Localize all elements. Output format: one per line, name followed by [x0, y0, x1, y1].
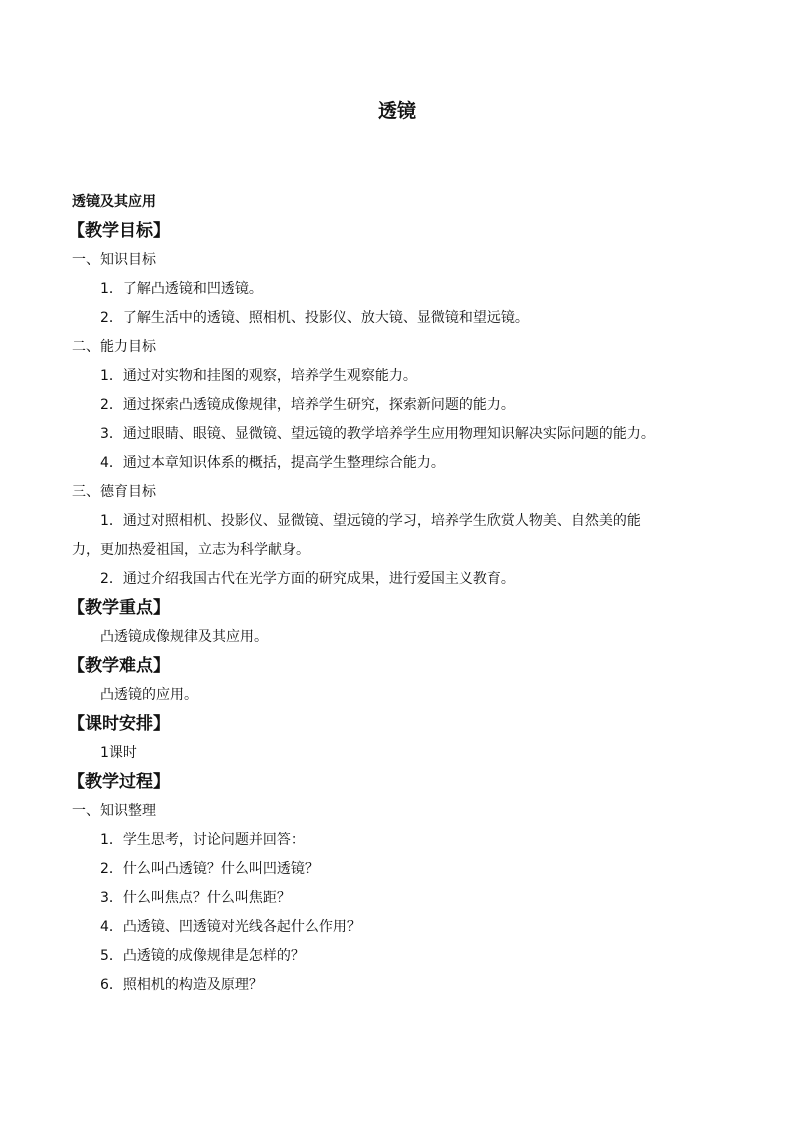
list-item: 2．通过探索凸透镜成像规律，培养学生研究，探索新问题的能力。 [100, 397, 515, 413]
moral-goals-heading: 三、德育目标 [72, 484, 156, 500]
list-item: 4．通过本章知识体系的概括，提高学生整理综合能力。 [100, 455, 445, 471]
schedule-text: 1课时 [100, 745, 137, 761]
key-points-text: 凸透镜成像规律及其应用。 [100, 629, 268, 645]
list-item: 6．照相机的构造及原理？ [100, 977, 263, 993]
ability-goals-heading: 二、能力目标 [72, 339, 156, 355]
document-subtitle: 透镜及其应用 [72, 194, 156, 210]
section-heading-key-points: 【教学重点】 [68, 598, 170, 618]
list-item: 3．什么叫焦点？什么叫焦距？ [100, 890, 291, 906]
list-item-continuation: 力，更加热爱祖国，立志为科学献身。 [72, 542, 310, 558]
list-item: 2．什么叫凸透镜？什么叫凹透镜？ [100, 861, 319, 877]
list-item: 1．学生思考，讨论问题并回答： [100, 832, 305, 848]
list-item: 1．通过对实物和挂图的观察，培养学生观察能力。 [100, 368, 417, 384]
list-item: 4．凸透镜、凹透镜对光线各起什么作用？ [100, 919, 361, 935]
list-item: 1．通过对照相机、投影仪、显微镜、望远镜的学习，培养学生欣赏人物美、自然美的能 [100, 513, 641, 529]
section-heading-schedule: 【课时安排】 [68, 714, 170, 734]
knowledge-goals-heading: 一、知识目标 [72, 252, 156, 268]
list-item: 5．凸透镜的成像规律是怎样的？ [100, 948, 305, 964]
document-title: 透镜 [377, 100, 416, 122]
list-item: 1．了解凸透镜和凹透镜。 [100, 281, 263, 297]
section-heading-goals: 【教学目标】 [68, 221, 170, 241]
list-item: 2．了解生活中的透镜、照相机、投影仪、放大镜、显微镜和望远镜。 [100, 310, 529, 326]
document-body [68, 188, 732, 1000]
section-heading-process: 【教学过程】 [68, 772, 170, 792]
process-section-heading: 一、知识整理 [72, 803, 156, 819]
list-item: 2．通过介绍我国古代在光学方面的研究成果，进行爱国主义教育。 [100, 571, 515, 587]
section-heading-difficulties: 【教学难点】 [68, 656, 170, 676]
list-item: 3．通过眼睛、眼镜、显微镜、望远镜的教学培养学生应用物理知识解决实际问题的能力。 [100, 426, 655, 442]
difficulties-text: 凸透镜的应用。 [100, 687, 198, 703]
